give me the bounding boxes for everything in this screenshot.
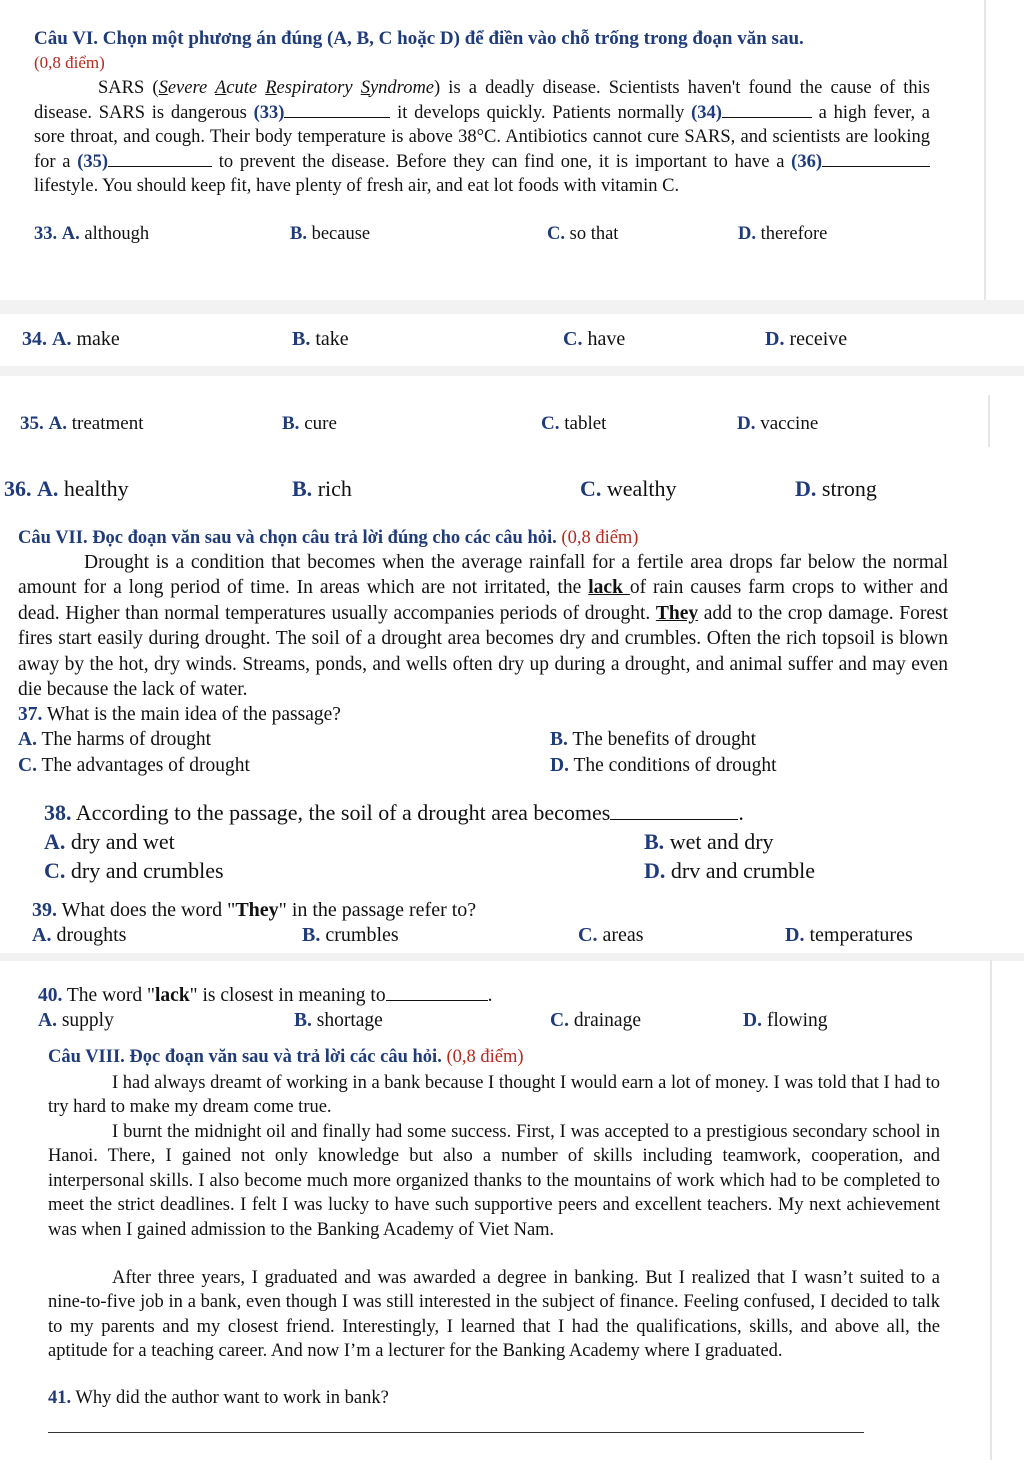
q36-option-c: C. wealthy — [580, 476, 677, 501]
q37-option-c: C. The advantages of drought — [18, 755, 250, 776]
q39-option-b: B. crumbles — [302, 924, 399, 946]
q33-option-b: B. because — [290, 224, 371, 244]
blank-35-number: (35) — [77, 151, 109, 172]
q39-question: 39. What does the word "They" in the passage refer to? — [32, 899, 477, 921]
q33-option-c: C. so that — [547, 224, 619, 244]
blank-34-number: (34) — [691, 102, 722, 123]
q39-option-d: D. temperatures — [785, 924, 913, 946]
q38-question: 38. According to the passage, the soil of a drought area becomes . — [44, 800, 744, 825]
blank-33-number: (33) — [253, 102, 285, 123]
blank-36-number: (36) — [791, 151, 822, 172]
bank-paragraph-2: I burnt the midnight oil and finally had some success. First, I was accepted to a prestigious secondary school in Hanoi. There, I gained not only knowledge but also a number of skills including teamwork, cooperation, and interpersonal skills. I also become much more organized thanks to the mountains of work which had to be completed to meet the strict deadlines. I felt I was lucky to have such supportive peers and excellent teachers. My next achievement was when I gained admission to the Banking Academy of Viet Nam. — [48, 1122, 940, 1240]
q35-option-a: 35. A. treatment — [20, 413, 144, 434]
section-8-title-text: Câu VIII. Đọc đoạn văn sau và trả lời các câu hỏi. — [48, 1047, 442, 1067]
section-7-title-text: Câu VII. Đọc đoạn văn sau và chọn câu trả lời đúng cho các câu hỏi. — [18, 528, 557, 548]
q34-option-d: D. receive — [765, 328, 848, 350]
section-6-title-text: Câu VI. Chọn một phương án đúng (A, B, C hoặc D) để điền vào chỗ trống trong đoạn văn sau. — [34, 28, 804, 49]
q38-option-d: D. drv and crumble — [644, 858, 816, 883]
blank-34 — [722, 116, 812, 118]
q36-option-a: 36. A. healthy — [4, 476, 129, 501]
q34-option-b: B. take — [292, 328, 349, 350]
bank-paragraph-1: I had always dreamt of working in a bank because I thought I would earn a lot of money. I was told that I had to try hard to make my dream come true. — [48, 1073, 940, 1118]
sars-paragraph: SARS (Severe Acute Respiratory Syndrome) is a deadly disease. Scientists haven't found the cause of this disease. SARS is dangerous (33) it develops quickly. Patients normally (34) a high fever, a sore throat, and cough. Their body temperature is above 38°C. Antibiotics cannot cure SARS, and scientists are looking for a (35) to prevent the disease. Before they can find one, it is important to have a (36) lifestyle. You should keep fit, have plenty of fresh air, and eat lot foods with vitamin C. — [34, 78, 931, 197]
blank-33 — [284, 116, 390, 118]
q41-answer-line[interactable] — [48, 1432, 864, 1433]
q40-option-c: C. drainage — [550, 1010, 641, 1031]
right-border-line-top — [984, 0, 986, 302]
q37-option-b: B. The benefits of drought — [550, 729, 756, 750]
blank-35 — [108, 165, 212, 167]
q40-option-d: D. flowing — [743, 1010, 828, 1031]
q38-option-c: C. dry and crumbles — [44, 858, 224, 883]
q35-option-c: C. tablet — [541, 413, 607, 434]
right-border-line-bottom — [990, 960, 992, 1460]
photo-seam-3 — [0, 953, 1024, 961]
photo-seam-2 — [0, 366, 1024, 376]
q35-option-d: D. vaccine — [737, 413, 819, 434]
blank-36 — [822, 165, 930, 167]
section-6-title — [34, 28, 804, 50]
q40-option-b: B. shortage — [294, 1010, 383, 1031]
q36-option-d: D. strong — [795, 476, 877, 501]
blank-38 — [610, 818, 738, 820]
q39-option-a: A. droughts — [32, 924, 127, 946]
right-border-line-mid — [988, 395, 990, 447]
q37-question: 37. What is the main idea of the passage? — [18, 704, 341, 725]
q33-option-a: 33. A. although — [34, 224, 150, 244]
section-7-title — [18, 528, 638, 549]
q34-option-c: C. have — [563, 328, 626, 350]
blank-40 — [386, 999, 488, 1001]
q37-option-a: A. The harms of drought — [18, 729, 211, 750]
bank-paragraph-3: After three years, I graduated and was awarded a degree in banking. But I realized that I wasn’t suited to a nine-to-five job in a bank, even though I was still interested in the subject of finance. Feeling confused, I decided to talk to my parents and my closest friend. Interestingly, I learned that I had the qualifications, skills, and above all, the aptitude for a teaching career. And now I’m a lecturer for the Banking Academy where I graduated. — [48, 1268, 940, 1362]
q38-option-b: B. wet and dry — [644, 829, 774, 854]
q41-question: 41. Why did the author want to work in bank? — [48, 1388, 389, 1408]
q39-option-c: C. areas — [578, 924, 644, 946]
q36-option-b: B. rich — [292, 476, 352, 501]
section-8-title — [48, 1047, 524, 1068]
word-they: They — [655, 602, 699, 624]
q40-question: 40. The word "lack" is closest in meaning to . — [38, 985, 493, 1006]
q38-option-a: A. dry and wet — [44, 829, 175, 854]
q40-option-a: A. supply — [38, 1010, 114, 1031]
photo-seam-1 — [0, 300, 1024, 314]
q37-option-d: D. The conditions of drought — [550, 755, 777, 776]
section-8-points: (0,8 điểm) — [446, 1047, 524, 1067]
q34-option-a: 34. A. make — [22, 328, 120, 350]
drought-paragraph: Drought is a condition that becomes when the average rainfall for a fertile area drops far below the normal amount for a long period of time. In areas which are not irritated, the lack of rain causes farm crops to wither and dead. Higher than normal temperatures usually accompanies periods of drought. They add to the crop damage. Forest fires start easily during drought. The soil of a drought area becomes dry and crumbles. Often the rich topsoil is blown away by the hot, dry winds. Streams, ponds, and wells often dry up during a drought, and animal suffer and may even die because the lack of water. — [18, 552, 949, 701]
word-lack: lack — [588, 577, 630, 599]
section-6-points: (0,8 điểm) — [34, 53, 105, 72]
section-7-points: (0,8 điểm) — [561, 528, 639, 548]
q33-option-d: D. therefore — [738, 224, 828, 244]
q35-option-b: B. cure — [282, 413, 337, 434]
